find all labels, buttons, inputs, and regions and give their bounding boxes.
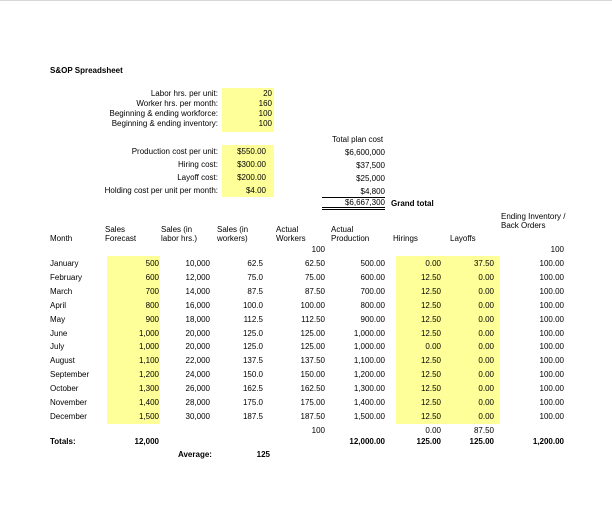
param-label-workforce: Beginning & ending workforce: [109, 109, 218, 118]
table-row [0, 410, 612, 424]
average-label: Average: [178, 450, 212, 459]
cell-production: 600.00 [360, 272, 385, 282]
average-value: 125 [256, 450, 270, 459]
cell-actual-workers: 100.00 [300, 300, 325, 310]
cell-actual-workers: 112.50 [301, 314, 325, 324]
cell-inventory: 100.00 [539, 259, 564, 268]
cell-layoffs[interactable]: 0.00 [478, 384, 494, 394]
cell-forecast[interactable]: 1,000 [138, 328, 159, 338]
cell-month: February [50, 272, 83, 282]
initial-workers: 100 [311, 245, 325, 254]
cell-sales-workers: 87.5 [247, 286, 263, 296]
cell-production: 900.00 [360, 314, 385, 324]
cell-month: May [50, 314, 66, 324]
totals-forecast: 12,000 [134, 437, 159, 446]
header-sales-labor: Sales (in labor hrs.) [161, 225, 198, 243]
param-value-production-cost[interactable]: $550.00 [237, 147, 266, 156]
cell-hirings[interactable]: 12.50 [420, 398, 441, 407]
cell-month: January [50, 259, 79, 268]
cell-hirings[interactable]: 12.50 [420, 286, 441, 296]
cell-sales-workers: 100.0 [242, 300, 263, 310]
cell-month: April [50, 300, 67, 310]
cell-layoffs[interactable]: 0.00 [478, 398, 494, 407]
cell-labor-hrs: 10,000 [185, 259, 210, 268]
cell-actual-workers: 150.00 [300, 370, 325, 380]
cell-month: September [50, 370, 90, 380]
cell-production: 1,400.00 [353, 398, 385, 407]
cell-labor-hrs: 20,000 [185, 342, 210, 352]
cell-layoffs[interactable]: 0.00 [478, 272, 494, 282]
cell-labor-hrs: 22,000 [185, 356, 210, 366]
cell-labor-hrs: 16,000 [185, 300, 210, 310]
totals-hirings: 125.00 [416, 437, 441, 446]
top-border [0, 0, 612, 1]
cell-forecast[interactable]: 1,200 [138, 370, 159, 380]
cell-production: 1,000.00 [353, 328, 385, 338]
cell-sales-workers: 175.0 [242, 398, 263, 407]
cell-inventory: 100.00 [539, 314, 564, 324]
table-row [0, 257, 612, 271]
cell-sales-workers: 137.5 [242, 356, 263, 366]
cell-layoffs[interactable]: 0.00 [478, 370, 494, 380]
cell-hirings[interactable]: 0.00 [425, 342, 441, 352]
cell-production: 1,000.00 [353, 342, 385, 352]
cell-layoffs[interactable]: 0.00 [478, 286, 494, 296]
cell-labor-hrs: 30,000 [185, 411, 210, 421]
cell-actual-workers: 125.00 [300, 342, 325, 352]
cell-hirings[interactable]: 12.50 [420, 272, 441, 282]
cell-forecast[interactable]: 1,100 [138, 356, 159, 366]
header-month: Month [50, 234, 73, 243]
cell-layoffs[interactable]: 0.00 [478, 300, 494, 310]
cell-inventory: 100.00 [539, 356, 564, 366]
cell-layoffs[interactable]: 0.00 [478, 314, 494, 324]
param-value-inventory[interactable]: 100 [258, 119, 272, 128]
cell-labor-hrs: 20,000 [185, 328, 210, 338]
cell-month: June [50, 328, 68, 338]
cell-sales-workers: 125.0 [242, 342, 263, 352]
cell-layoffs[interactable]: 0.00 [478, 342, 494, 352]
cell-month: November [50, 398, 87, 407]
cell-month: March [50, 286, 73, 296]
cell-actual-workers: 187.50 [300, 411, 325, 421]
param-value-workforce[interactable]: 100 [258, 109, 272, 118]
cell-inventory: 100.00 [539, 370, 564, 380]
param-label-production-cost: Production cost per unit: [131, 147, 218, 156]
table-row [0, 340, 612, 354]
param-value-holding-cost[interactable]: $4.00 [245, 186, 266, 195]
cell-forecast[interactable]: 1,500 [138, 411, 159, 421]
cell-hirings[interactable]: 12.50 [420, 384, 441, 394]
cell-inventory: 100.00 [539, 286, 564, 296]
final-hirings: 0.00 [425, 426, 441, 435]
cell-forecast[interactable]: 1,300 [138, 384, 159, 394]
cell-hirings[interactable]: 12.50 [420, 356, 441, 366]
param-value-labor-hrs[interactable]: 20 [263, 89, 272, 98]
table-row [0, 327, 612, 341]
cell-forecast[interactable]: 700 [145, 286, 159, 296]
cell-inventory: 100.00 [539, 272, 564, 282]
plan-cost-layoff: $25,000 [356, 174, 385, 183]
cell-actual-workers: 62.50 [304, 259, 325, 268]
cell-sales-workers: 125.0 [242, 328, 263, 338]
cell-sales-workers: 75.0 [247, 272, 263, 282]
totals-inventory: 1,200.00 [532, 437, 564, 446]
cell-forecast[interactable]: 1,000 [138, 342, 159, 352]
cell-production: 700.00 [360, 286, 385, 296]
param-label-layoff-cost: Layoff cost: [177, 173, 218, 182]
table-row [0, 354, 612, 368]
grand-total-label: Grand total [391, 199, 434, 208]
totals-layoffs: 125.00 [469, 437, 494, 446]
cell-labor-hrs: 24,000 [185, 370, 210, 380]
cell-actual-workers: 162.50 [300, 384, 325, 394]
header-ending-inventory: Ending Inventory / Back Orders [501, 212, 566, 230]
plan-cost-production: $6,600,000 [344, 148, 385, 157]
cell-hirings[interactable]: 12.50 [420, 314, 441, 324]
table-row [0, 299, 612, 313]
cell-inventory: 100.00 [539, 300, 564, 310]
cell-month: December [50, 411, 87, 421]
cell-hirings[interactable]: 0.00 [425, 259, 441, 268]
cell-forecast[interactable]: 1,400 [138, 398, 159, 407]
cell-labor-hrs: 12,000 [185, 272, 210, 282]
cell-actual-workers: 175.00 [300, 398, 325, 407]
cell-inventory: 100.00 [539, 328, 564, 338]
header-sales-forecast: Sales Forecast [105, 225, 137, 243]
plan-cost-holding: $4,800 [322, 187, 385, 198]
cell-labor-hrs: 26,000 [185, 384, 210, 394]
header-hirings: Hirings [393, 234, 418, 243]
final-workers: 100 [311, 426, 325, 435]
cell-hirings[interactable]: 12.50 [420, 300, 441, 310]
cell-labor-hrs: 28,000 [185, 398, 210, 407]
sheet-title: S&OP Spreadsheet [50, 66, 123, 75]
param-label-labor-hrs: Labor hrs. per unit: [150, 89, 218, 98]
plan-cost-grand-total: $6,667,300 [322, 198, 385, 210]
plan-cost-hiring: $37,500 [356, 161, 385, 170]
cell-month: July [50, 342, 65, 352]
cell-production: 500.00 [360, 259, 385, 268]
param-value-hiring-cost[interactable]: $300.00 [237, 160, 266, 169]
table-row [0, 271, 612, 285]
cell-month: October [50, 384, 79, 394]
table-row [0, 368, 612, 382]
header-layoffs: Layoffs [450, 234, 476, 243]
table-row [0, 382, 612, 396]
cell-labor-hrs: 14,000 [185, 286, 210, 296]
initial-inventory: 100 [550, 245, 564, 254]
totals-label: Totals: [50, 437, 76, 446]
cell-layoffs[interactable]: 0.00 [478, 411, 494, 421]
header-actual-production: Actual Production [331, 225, 370, 243]
param-label-inventory: Beginning & ending inventory: [111, 119, 218, 128]
cell-forecast[interactable]: 800 [145, 300, 159, 310]
cell-layoffs[interactable]: 0.00 [478, 356, 494, 366]
cell-labor-hrs: 18,000 [185, 314, 210, 324]
cell-production: 1,100.00 [353, 356, 385, 366]
cell-forecast[interactable]: 900 [145, 314, 159, 324]
cell-layoffs[interactable]: 0.00 [478, 328, 494, 338]
totals-production: 12,000.00 [349, 437, 385, 446]
cell-forecast[interactable]: 500 [145, 259, 159, 268]
param-value-worker-hrs[interactable]: 160 [258, 99, 272, 108]
table-row [0, 396, 612, 410]
cell-layoffs[interactable]: 37.50 [473, 259, 494, 268]
cell-sales-workers: 162.5 [242, 384, 263, 394]
cell-production: 800.00 [360, 300, 385, 310]
cell-sales-workers: 112.5 [243, 314, 263, 324]
param-label-hiring-cost: Hiring cost: [177, 160, 218, 169]
cell-production: 1,200.00 [353, 370, 385, 380]
cell-sales-workers: 62.5 [247, 259, 263, 268]
cell-forecast[interactable]: 600 [145, 272, 159, 282]
param-value-layoff-cost[interactable]: $200.00 [237, 173, 266, 182]
cell-inventory: 100.00 [539, 384, 564, 394]
cell-actual-workers: 137.50 [300, 356, 325, 366]
cell-actual-workers: 125.00 [300, 328, 325, 338]
cell-hirings[interactable]: 12.50 [420, 411, 441, 421]
plan-cost-header: Total plan cost [332, 135, 384, 144]
final-layoffs: 87.50 [473, 426, 494, 435]
table-row [0, 285, 612, 299]
header-sales-workers: Sales (in workers) [217, 225, 249, 243]
param-label-worker-hrs: Worker hrs. per month: [136, 99, 218, 108]
cell-month: August [50, 356, 75, 366]
cell-inventory: 100.00 [539, 398, 564, 407]
cell-inventory: 100.00 [539, 411, 564, 421]
cell-actual-workers: 87.50 [304, 286, 325, 296]
cell-hirings[interactable]: 12.50 [420, 328, 441, 338]
cell-production: 1,500.00 [353, 411, 385, 421]
table-row [0, 313, 612, 327]
cell-inventory: 100.00 [539, 342, 564, 352]
cell-actual-workers: 75.00 [304, 272, 325, 282]
cell-production: 1,300.00 [353, 384, 385, 394]
header-actual-workers: Actual Workers [276, 225, 306, 243]
param-label-holding-cost: Holding cost per unit per month: [104, 186, 218, 195]
cell-hirings[interactable]: 12.50 [420, 370, 441, 380]
cell-sales-workers: 187.5 [242, 411, 263, 421]
cell-sales-workers: 150.0 [242, 370, 263, 380]
